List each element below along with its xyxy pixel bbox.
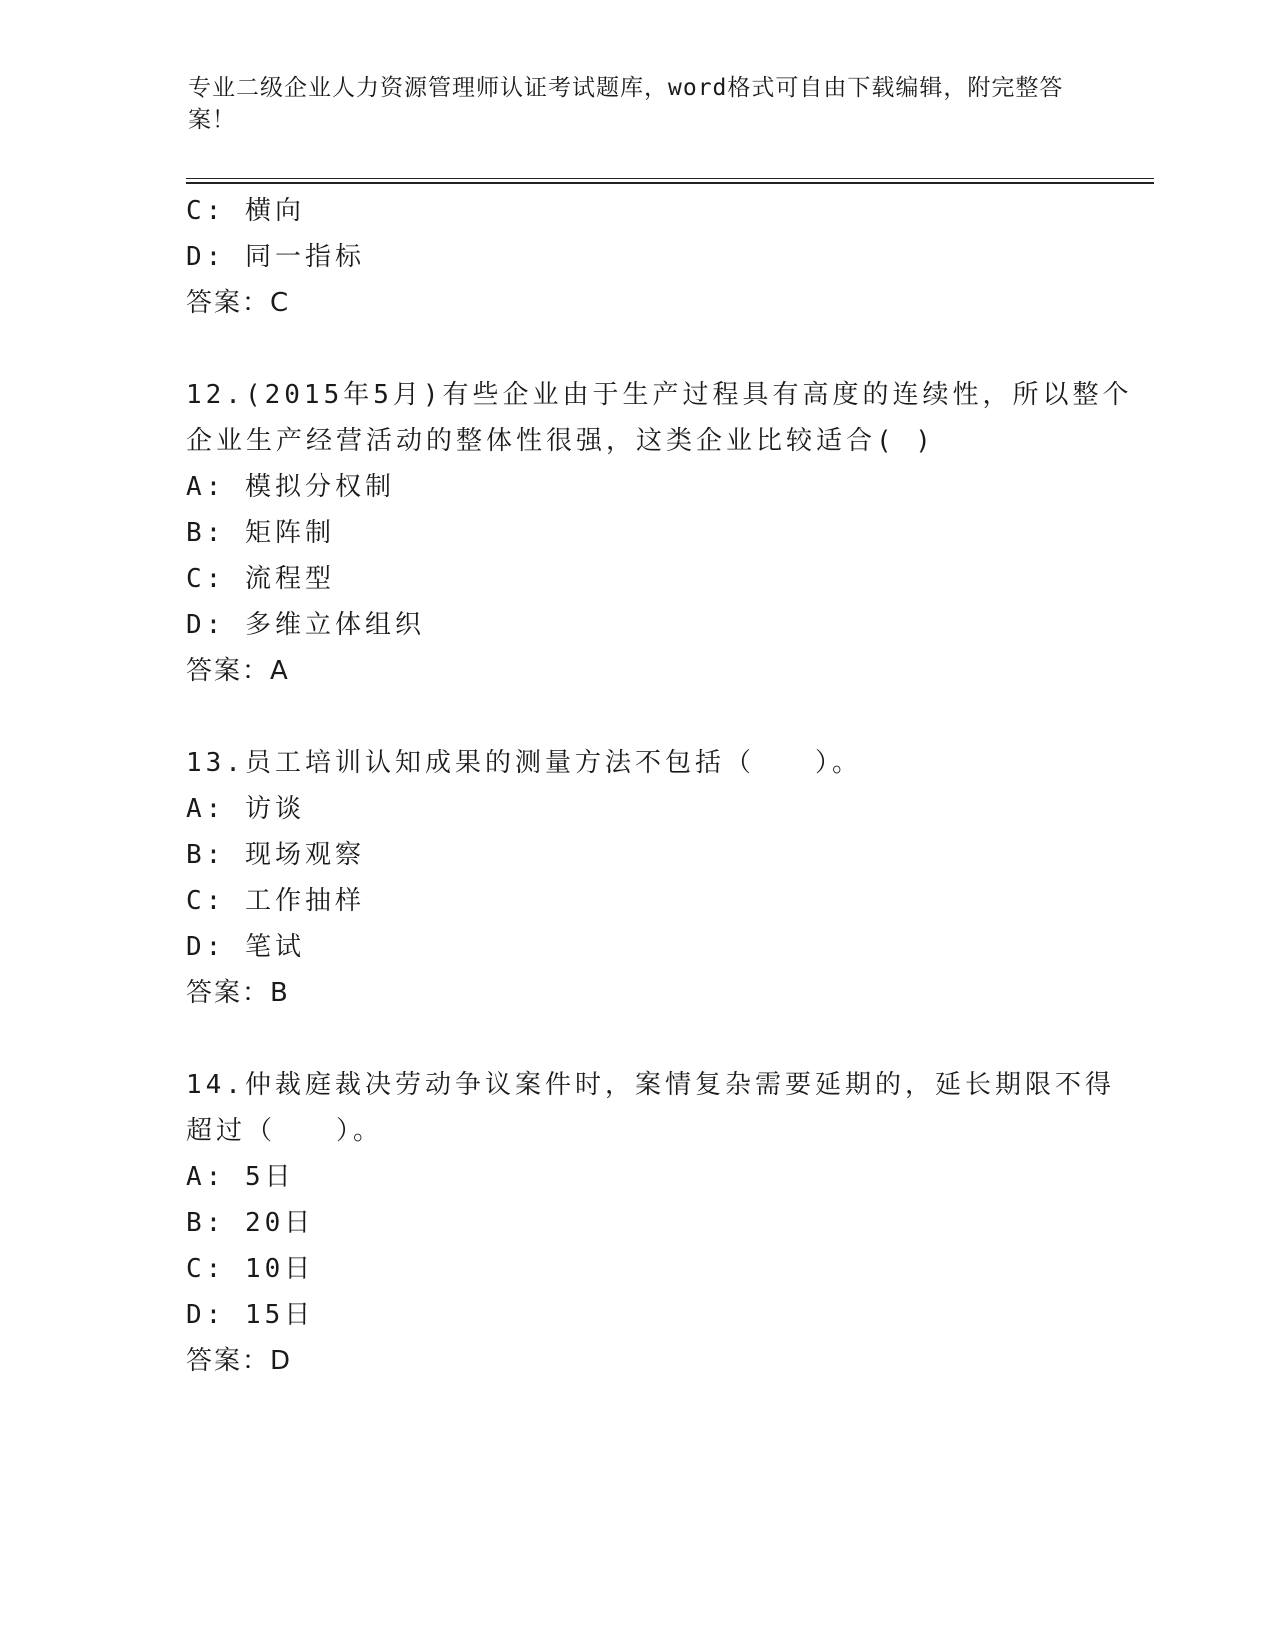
option-d [186,924,1086,970]
option-text: 笔试 [244,932,305,962]
document-body [186,188,1133,1384]
option-label: B: [186,1208,226,1238]
option-c [186,188,1086,234]
spacer [186,694,1086,740]
option-a [186,464,1086,510]
option-text: 矩阵制 [244,518,335,548]
document-header: 专业二级企业人力资源管理师认证考试题库，word格式可自由下载编辑，附完整答案！ [188,75,1064,133]
option-c [186,1246,1086,1292]
option-label: D: [186,610,226,640]
option-label: D: [186,932,226,962]
option-text: 流程型 [244,564,335,594]
option-text: 10日 [244,1254,315,1284]
option-label: A: [186,1162,226,1192]
option-text: 模拟分权制 [244,472,395,502]
option-label: C: [186,196,226,226]
option-label: C: [186,1254,226,1284]
question-stem: 12.(2015年5月)有些企业由于生产过程具有高度的连续性，所以整个 [186,380,1133,410]
option-text: 横向 [244,196,305,226]
question-13 [186,740,1086,1016]
option-b [186,832,1086,878]
option-text: 15日 [244,1300,315,1330]
question-stem: 13.员工培训认知成果的测量方法不包括（ ）。 [186,748,862,778]
option-label: C: [186,564,226,594]
answer-line: 答案：D [186,1346,293,1376]
option-c [186,556,1086,602]
question-stem: 超过（ ）。 [186,1116,384,1146]
option-label: B: [186,840,226,870]
question-11-continuation [186,188,1086,326]
option-text: 5日 [244,1162,295,1192]
option-text: 现场观察 [244,840,365,870]
option-a [186,1154,1086,1200]
option-text: 访谈 [244,794,305,824]
header-rule-thin [186,178,1154,179]
option-label: A: [186,794,226,824]
option-label: A: [186,472,226,502]
answer-line: 答案：A [186,656,290,686]
option-c [186,878,1086,924]
question-stem: 14.仲裁庭裁决劳动争议案件时，案情复杂需要延期的，延长期限不得 [186,1070,1115,1100]
option-text: 20日 [244,1208,315,1238]
option-a [186,786,1086,832]
answer-line: 答案：C [186,288,291,318]
answer-line: 答案：B [186,978,290,1008]
option-text: 同一指标 [244,242,365,272]
question-12 [186,372,1133,694]
option-b [186,1200,1086,1246]
option-label: D: [186,1300,226,1330]
option-d [186,1292,1086,1338]
option-text: 工作抽样 [244,886,365,916]
option-text: 多维立体组织 [244,610,425,640]
option-label: B: [186,518,226,548]
option-d [186,234,1086,280]
spacer [186,1016,1086,1062]
header-rule-thick [186,182,1154,184]
spacer [186,326,1086,372]
option-b [186,510,1086,556]
option-label: D: [186,242,226,272]
option-label: C: [186,886,226,916]
option-d [186,602,1086,648]
question-14 [186,1062,1115,1384]
question-stem: 企业生产经营活动的整体性很强，这类企业比较适合( ) [186,426,935,456]
